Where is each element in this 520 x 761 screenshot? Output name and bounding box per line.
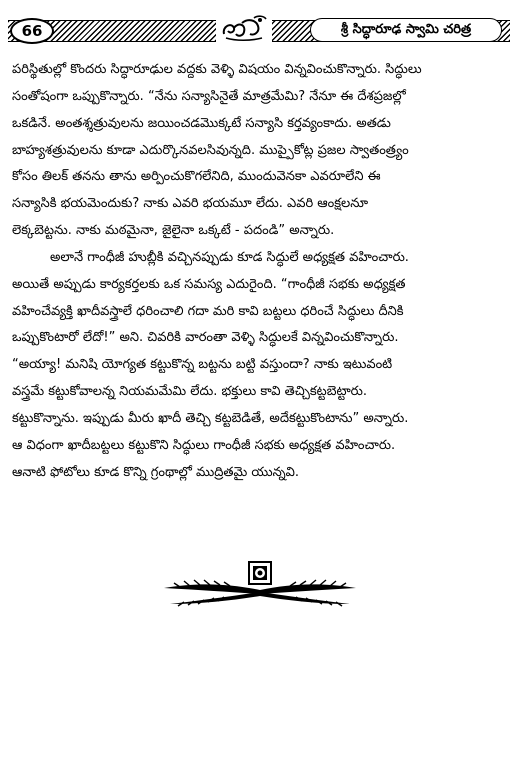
om-symbol-icon	[216, 14, 272, 44]
text-line: ఒప్పుకొంటారో లేదో!” అని. చివరికి వారంతా వెళ్ళి సిద్ధులకే విన్నవించుకొన్నారు.	[12, 330, 399, 346]
text-line: లెక్కబెట్టను. నాకు మఠమైనా, జైలైనా ఒక్కటే - పదండి” అన్నారు.	[12, 223, 335, 239]
text-line: కోసం తిలక్ తనను తాను అర్పించుకొగలేనిది, ముందువెనకా ఎవరూలేని ఈ	[12, 169, 381, 185]
text-line: ఆనాటి ఫోటోలు కూడ కొన్ని గ్రంథాల్లో ముద్రితమై యున్నవి.	[12, 464, 300, 480]
page-body	[12, 57, 508, 487]
text-line: “అయ్యా! మనిషి యోగ్యత కట్టుకొన్న బట్టను బట్టి వస్తుందా? నాకు ఇటువంటి	[12, 357, 393, 373]
page-number: 66	[10, 18, 54, 44]
text-line: అయితే అప్పుడు కార్యకర్తలకు ఒక సమస్య ఎదురైంది. “గాంధీజీ సభకు అధ్యక్షత	[12, 276, 406, 292]
wheat-sheaf-ornament-icon	[160, 560, 360, 620]
running-title: శ్రీ సిద్ధారూఢ స్వామి చరిత్ర	[310, 18, 502, 42]
text-line: అలానే గాంధీజీ హుబ్లీకి వచ్చినప్పుడు కూడ సిద్ధులే అధ్యక్షత వహించారు.	[50, 249, 409, 265]
text-line: ఆ విధంగా ఖాదీబట్టలు కట్టుకొని సిద్ధులు గాంధీజీ సభకు అధ్యక్షత వహించారు.	[12, 437, 396, 453]
text-line: కట్టుకొన్నాను. ఇప్పుడు మీరు ఖాదీ తెచ్చి కట్టబెడితే, అదేకట్టుకొంటాను” అన్నారు.	[12, 410, 409, 426]
text-line: వస్త్రమే కట్టుకోవాలన్న నియమమేమి లేదు. భక్తులు కావి తెచ్చికట్టబెట్టారు.	[12, 384, 367, 400]
text-line: సన్యాసికి భయమెందుకు? నాకు ఎవరి భయమూ లేదు. ఎవరి ఆంక్షలనూ	[12, 196, 369, 212]
text-line: ఒకడినే. అంతశ్శత్రువులను జయించడమొక్కటే సన్యాసి కర్తవ్యంకాదు. అతడు	[12, 115, 391, 131]
text-line: పరిస్థితుల్లో కొందరు సిద్ధారూఢుల వద్దకు వెళ్ళి విషయం విన్నవించుకొన్నారు. సిద్ధులు	[12, 62, 422, 77]
page-header	[8, 16, 510, 44]
text-line: వహించేవ్యక్తి ఖాదీవస్త్రాలే ధరించాలి గదా మరి కావి బట్టలు ధరించే సిద్ధులు దీనికి	[12, 303, 404, 319]
text-line: బాహ్యశత్రువులను కూడా ఎదుర్కొనవలసివున్నది. ముప్పైకోట్ల ప్రజల స్వాతంత్ర్యం	[12, 142, 409, 158]
text-line: సంతోషంగా ఒప్పుకొన్నారు. “నేను సన్యాసినైతే మాత్రమేమి? నేనూ ఈ దేశప్రజల్లో	[12, 88, 406, 104]
